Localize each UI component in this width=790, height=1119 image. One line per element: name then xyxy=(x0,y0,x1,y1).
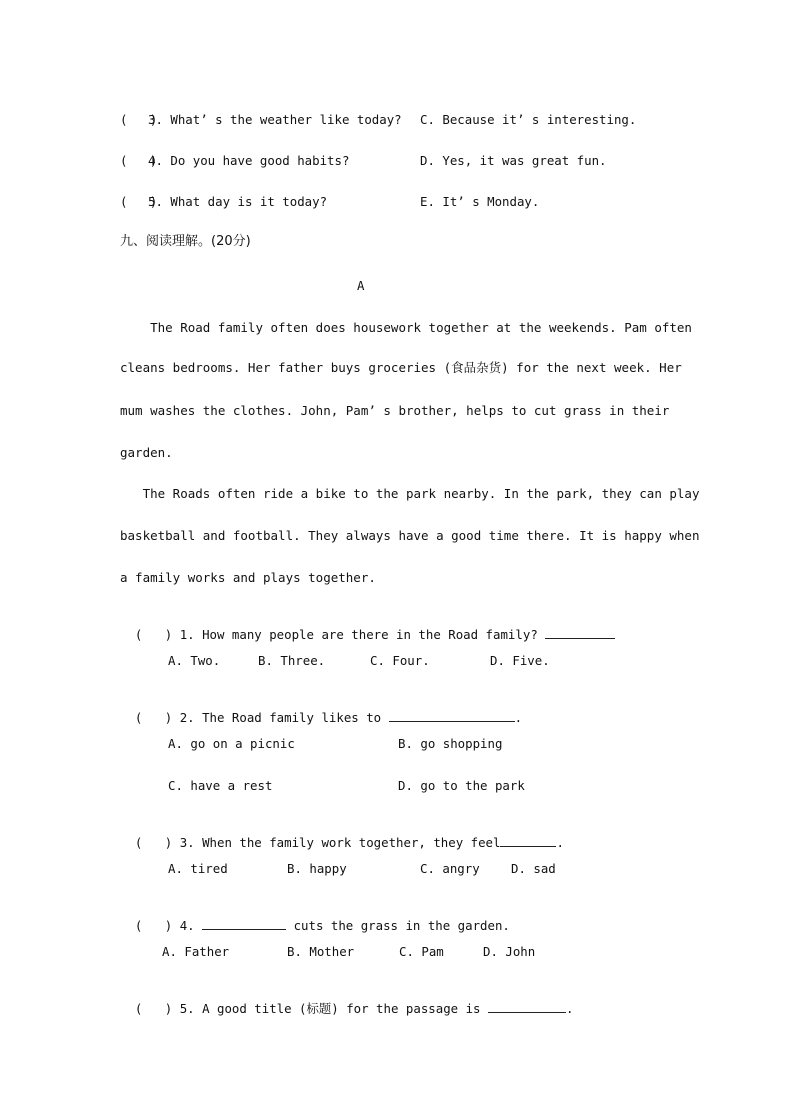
question-4-option-a: A. Father xyxy=(162,944,230,959)
question-1-text: 1. How many people are there in the Road family? xyxy=(179,627,538,642)
question-5 xyxy=(120,985,573,1017)
question-2-text: 2. The Road family likes to xyxy=(179,710,382,725)
question-4-option-b: B. Mother xyxy=(287,944,355,959)
question-1 xyxy=(120,611,615,643)
question-2-option-b: B. go shopping xyxy=(398,736,503,751)
match-item-3-question: 3. What’ s the weather like today? xyxy=(148,112,402,127)
question-1-option-d: D. Five. xyxy=(490,653,550,668)
passage-line: a family works and plays together. xyxy=(120,570,376,585)
question-3-text: 3. When the family work together, they feel xyxy=(179,835,501,850)
question-5-answer-blank[interactable] xyxy=(488,1001,566,1013)
match-item-4-answer: D. Yes, it was great fun. xyxy=(420,153,607,168)
question-3 xyxy=(120,819,564,851)
passage-line: garden. xyxy=(120,445,173,460)
question-5-paren: ( ) xyxy=(134,1001,173,1016)
question-3-end: . xyxy=(556,835,564,850)
section-heading: 九、阅读理解。(20分) xyxy=(120,234,251,249)
question-5-text: 5. A good title (标题) for the passage is xyxy=(179,1001,481,1016)
question-3-option-d: D. sad xyxy=(511,861,556,876)
question-2-option-c: C. have a rest xyxy=(168,778,273,793)
question-3-paren: ( ) xyxy=(134,835,173,850)
question-4-paren: ( ) xyxy=(134,918,173,933)
question-3-option-b: B. happy xyxy=(287,861,347,876)
passage-line: mum washes the clothes. John, Pam’ s brother, helps to cut grass in their xyxy=(120,403,670,418)
question-2-paren: ( ) xyxy=(134,710,173,725)
match-item-4-paren: ( ) xyxy=(120,153,158,168)
question-4-option-d: D. John xyxy=(483,944,536,959)
match-item-3-answer: C. Because it’ s interesting. xyxy=(420,112,637,127)
question-2-option-d: D. go to the park xyxy=(398,778,525,793)
question-4-text: 4. xyxy=(179,918,195,933)
passage-label: A xyxy=(357,278,365,293)
match-item-5-answer: E. It’ s Monday. xyxy=(420,194,540,209)
match-item-5-paren: ( ) xyxy=(120,194,158,209)
match-item-4-question: 4. Do you have good habits? xyxy=(148,153,350,168)
question-1-option-c: C. Four. xyxy=(370,653,430,668)
question-4 xyxy=(120,902,510,934)
question-1-answer-blank[interactable] xyxy=(545,627,615,639)
question-4-answer-blank[interactable] xyxy=(202,918,286,930)
question-3-answer-blank[interactable] xyxy=(500,835,556,847)
question-2-answer-blank[interactable] xyxy=(389,710,515,722)
match-item-5-question: 5. What day is it today? xyxy=(148,194,328,209)
match-item-3-paren: ( ) xyxy=(120,112,158,127)
question-3-option-a: A. tired xyxy=(168,861,228,876)
question-1-option-b: B. Three. xyxy=(258,653,326,668)
passage-line: The Roads often ride a bike to the park nearby. In the park, they can play xyxy=(120,486,700,501)
passage-line: basketball and football. They always have a good time there. It is happy when xyxy=(120,528,700,543)
question-1-option-a: A. Two. xyxy=(168,653,221,668)
question-2-end: . xyxy=(514,710,523,725)
question-2-option-a: A. go on a picnic xyxy=(168,736,295,751)
question-3-option-c: C. angry xyxy=(420,861,480,876)
question-1-paren: ( ) xyxy=(134,627,173,642)
passage-line: cleans bedrooms. Her father buys groceries (食品杂货) for the next week. Her xyxy=(120,360,682,375)
question-4-end: cuts the grass in the garden. xyxy=(293,918,510,933)
question-4-option-c: C. Pam xyxy=(399,944,444,959)
passage-line: The Road family often does housework together at the weekends. Pam often xyxy=(120,320,692,335)
question-5-end: . xyxy=(565,1001,574,1016)
question-2 xyxy=(120,694,522,726)
